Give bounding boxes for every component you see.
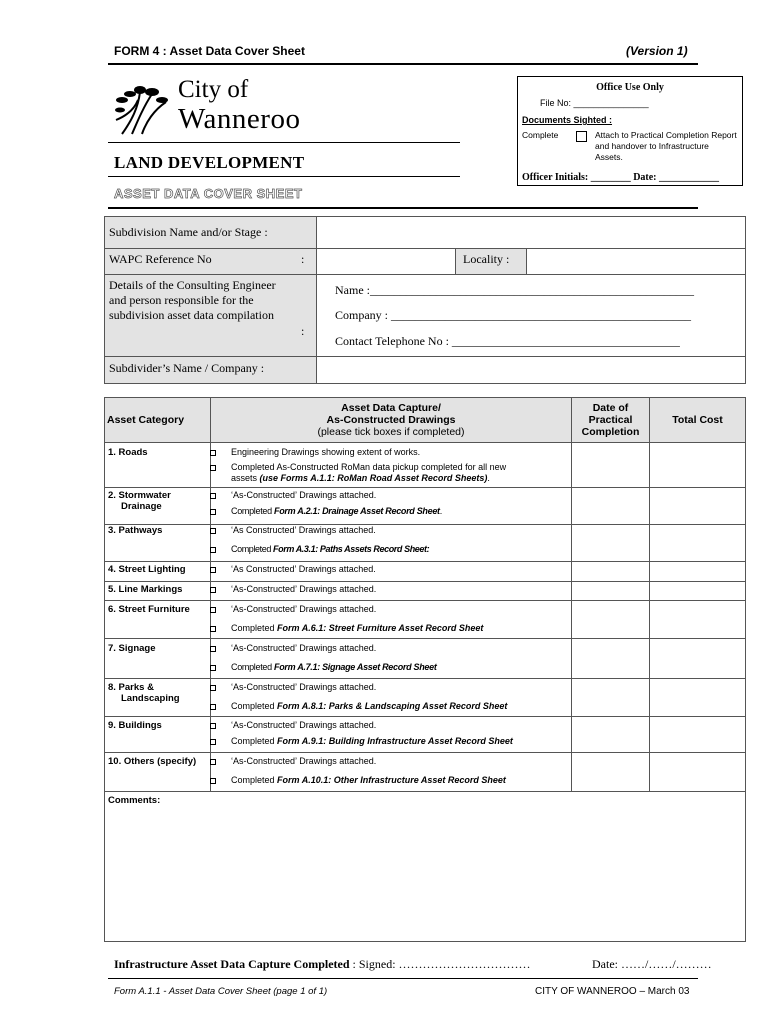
header-capture-3: (please tick boxes if completed) [317, 426, 465, 438]
parks-item-2: Completed Form A.8.1: Parks & Landscaping Asset Record Sheet [231, 701, 508, 711]
comments-textarea[interactable] [107, 808, 743, 940]
officer-initials-field: Officer Initials: ________ Date: ____________ [522, 172, 720, 183]
line-markings-item-1: ‘As-Constructed’ Drawings attached. [231, 584, 377, 594]
header-rule [108, 63, 698, 65]
parks-checkbox-2[interactable] [210, 704, 216, 710]
others-item-1: ‘As-Constructed’ Drawings attached. [231, 756, 377, 766]
signage-item-2: Completed Form A.7.1: Signage Asset Record Sheet [231, 662, 437, 672]
flower-emblem-icon [112, 80, 176, 136]
header-asset-category: Asset Category [107, 414, 185, 426]
engineer-label-2: and person responsible for the [109, 293, 254, 307]
buildings-checkbox-2[interactable] [210, 739, 216, 745]
buildings-checkbox-1[interactable] [210, 723, 216, 729]
category-others: 10. Others (specify) [108, 756, 197, 767]
roads-item-2a: Completed As-Constructed RoMan data pickup completed for all new [231, 462, 507, 472]
attach-note-3: Assets. [595, 152, 623, 162]
engineer-telephone-field[interactable]: Contact Telephone No : ______________________________________ [335, 334, 680, 348]
signage-checkbox-2[interactable] [210, 665, 216, 671]
signoff-date-field[interactable]: Date: ……/……/……… [592, 957, 712, 971]
wapc-input[interactable] [318, 249, 454, 273]
subtitle-rule [108, 207, 698, 209]
engineer-label-3: subdivision asset data compilation [109, 308, 274, 322]
logo-text-wanneroo: Wanneroo [178, 103, 301, 135]
roads-checkbox-2[interactable] [210, 465, 216, 471]
others-checkbox-1[interactable] [210, 759, 216, 765]
logo-text-city-of: City of [178, 76, 249, 103]
signoff-line [114, 957, 531, 972]
street-furniture-checkbox-1[interactable] [210, 607, 216, 613]
subdivision-input[interactable] [318, 218, 743, 247]
form-title: FORM 4 : Asset Data Cover Sheet [114, 44, 305, 58]
comments-label: Comments: [108, 795, 161, 806]
engineer-company-field[interactable]: Company : __________________________________________________ [335, 308, 691, 322]
category-line-markings: 5. Line Markings [108, 584, 183, 595]
header-date-1: Date of [592, 402, 629, 414]
logo-rule [108, 142, 460, 143]
subdivider-label: Subdivider’s Name / Company : [109, 361, 265, 375]
complete-checkbox[interactable] [576, 131, 587, 142]
locality-label: Locality : [463, 252, 510, 266]
attach-note-2: and handover to Infrastructure [595, 141, 709, 151]
subdivider-input[interactable] [318, 357, 743, 382]
buildings-item-2: Completed Form A.9.1: Building Infrastructure Asset Record Sheet [231, 736, 513, 746]
roads-checkbox-1[interactable] [210, 450, 216, 456]
engineer-name-field[interactable]: Name :______________________________________________________ [335, 283, 694, 297]
roads-item-2b: assets (use Forms A.1.1: RoMan Road Asset Record Sheets). [231, 473, 490, 483]
others-checkbox-2[interactable] [210, 778, 216, 784]
category-stormwater: 2. Stormwater Drainage [108, 490, 171, 512]
file-no-field: File No: _______________ [540, 98, 649, 108]
pathways-item-2: Completed Form A.3.1: Paths Assets Record Sheet: [231, 544, 430, 554]
category-roads: 1. Roads [108, 447, 148, 458]
stormwater-item-2: Completed Form A.2.1: Drainage Asset Record Sheet. [231, 506, 442, 516]
parks-item-1: ‘As-Constructed’ Drawings attached. [231, 682, 377, 692]
roads-item-1: Engineering Drawings showing extent of works. [231, 447, 421, 457]
stormwater-checkbox-1[interactable] [210, 493, 216, 499]
section-rule [108, 176, 460, 177]
signage-checkbox-1[interactable] [210, 646, 216, 652]
engineer-colon: : [301, 324, 305, 338]
documents-sighted-label: Documents Sighted : [522, 115, 613, 125]
street-furniture-checkbox-2[interactable] [210, 626, 216, 632]
street-furniture-item-2: Completed Form A.6.1: Street Furniture Asset Record Sheet [231, 623, 484, 633]
wapc-label: WAPC Reference No [109, 252, 212, 266]
stormwater-checkbox-2[interactable] [210, 509, 216, 515]
complete-label: Complete [522, 130, 559, 140]
engineer-label-1: Details of the Consulting Engineer [109, 278, 276, 292]
section-subtitle: ASSET DATA COVER SHEET [114, 186, 303, 201]
header-total-cost: Total Cost [672, 414, 723, 426]
signage-item-1: ‘As-Constructed’ Drawings attached. [231, 643, 377, 653]
street-lighting-item-1: ‘As Constructed’ Drawings attached. [231, 564, 376, 574]
signoff-signed-field[interactable]: : Signed: …………………………… [352, 957, 531, 971]
asset-table [104, 397, 746, 942]
header-capture-1: Asset Data Capture/ [341, 402, 441, 414]
header-capture-2: As-Constructed Drawings [326, 414, 456, 426]
street-furniture-item-1: ‘As-Constructed’ Drawings attached. [231, 604, 377, 614]
attach-note-1: Attach to Practical Completion Report [595, 130, 737, 140]
subdivision-label: Subdivision Name and/or Stage : [109, 225, 268, 239]
form-version: (Version 1) [626, 44, 688, 58]
section-title: LAND DEVELOPMENT [114, 153, 305, 172]
category-street-lighting: 4. Street Lighting [108, 564, 186, 575]
street-lighting-checkbox[interactable] [210, 567, 216, 573]
header-date-3: Completion [581, 426, 640, 438]
category-pathways: 3. Pathways [108, 525, 163, 536]
office-use-box [517, 76, 743, 186]
category-buildings: 9. Buildings [108, 720, 162, 731]
pathways-item-1: ‘As Constructed’ Drawings attached. [231, 525, 376, 535]
line-markings-checkbox[interactable] [210, 587, 216, 593]
wapc-colon: : [301, 252, 305, 266]
footer-rule [108, 978, 698, 979]
footer-organisation: CITY OF WANNEROO – March 03 [535, 986, 690, 997]
others-item-2: Completed Form A.10.1: Other Infrastructure Asset Record Sheet [231, 775, 506, 785]
details-table [104, 216, 746, 384]
pathways-checkbox-2[interactable] [210, 547, 216, 553]
pathways-checkbox-1[interactable] [210, 528, 216, 534]
category-parks-landscaping: 8. Parks & Landscaping [108, 682, 180, 704]
footer-form-reference: Form A.1.1 - Asset Data Cover Sheet (page 1 of 1) [114, 986, 328, 997]
parks-checkbox-1[interactable] [210, 685, 216, 691]
office-title: Office Use Only [596, 82, 664, 93]
category-street-furniture: 6. Street Furniture [108, 604, 190, 615]
locality-input[interactable] [528, 249, 743, 273]
signoff-label: Infrastructure Asset Data Capture Completed [114, 957, 350, 971]
stormwater-item-1: ‘As-Constructed’ Drawings attached. [231, 490, 377, 500]
header-date-2: Practical [588, 414, 633, 426]
category-signage: 7. Signage [108, 643, 156, 654]
buildings-item-1: ‘As-Constructed’ Drawings attached. [231, 720, 377, 730]
